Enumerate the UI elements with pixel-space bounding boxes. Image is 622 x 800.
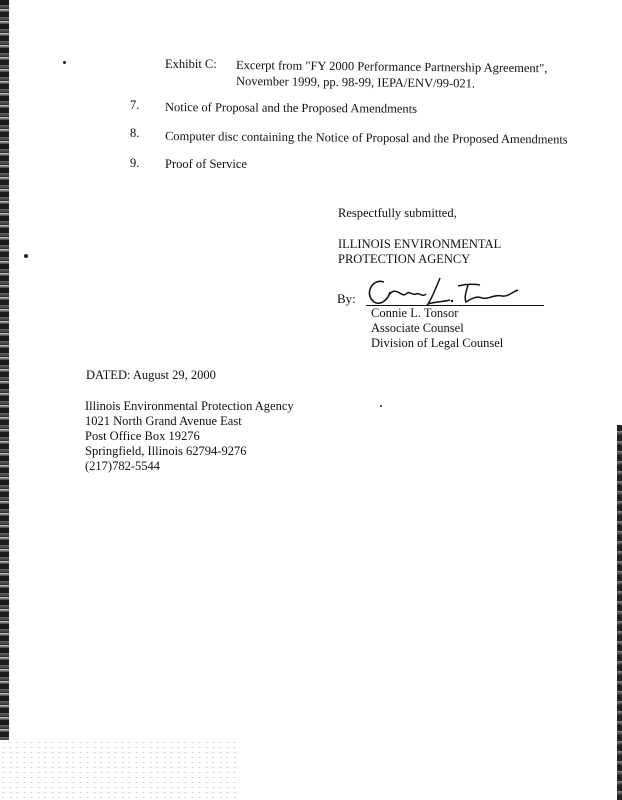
item-number: 8. [130, 126, 140, 140]
exhibit-text-line2: November 1999, pp. 98-99, IEPA/ENV/99-021. [235, 74, 476, 91]
item-number: 9. [130, 156, 140, 170]
scan-edge-left [0, 0, 9, 740]
item-text: Notice of Proposal and the Proposed Amendments [164, 100, 418, 116]
dated-line: DATED: August 29, 2000 [86, 368, 216, 382]
respectfully-submitted: Respectfully submitted, [338, 206, 457, 220]
signer-title: Associate Counsel [371, 321, 464, 335]
signer-division: Division of Legal Counsel [371, 336, 504, 350]
scan-speck [24, 254, 28, 258]
scan-speck [63, 61, 66, 64]
item-text: Computer disc containing the Notice of Proposal and the Proposed Amendments [164, 129, 568, 147]
address-line2: 1021 North Grand Avenue East [85, 414, 242, 428]
agency-name-line2: PROTECTION AGENCY [338, 252, 471, 266]
item-text: Proof of Service [165, 157, 247, 171]
item-number: 7. [130, 98, 140, 112]
signer-name: Connie L. Tonsor [371, 306, 459, 320]
exhibit-text-line1: Excerpt from "FY 2000 Performance Partnership Agreement", [235, 58, 548, 76]
scan-noise [0, 740, 240, 800]
address-line3: Post Office Box 19276 [85, 429, 200, 443]
address-phone: (217)782-5544 [85, 459, 160, 473]
address-line1: Illinois Environmental Protection Agency [85, 399, 294, 413]
agency-name-line1: ILLINOIS ENVIRONMENTAL [338, 237, 502, 251]
exhibit-label: Exhibit C: [165, 57, 217, 71]
scan-speck [380, 405, 382, 407]
address-line4: Springfield, Illinois 62794-9276 [85, 444, 247, 458]
scan-edge-right [617, 425, 622, 800]
by-label: By: [337, 291, 356, 306]
